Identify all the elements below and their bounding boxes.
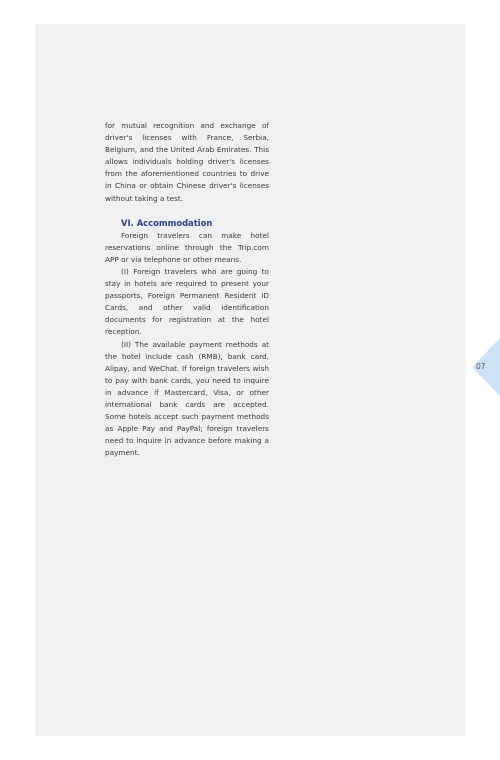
page-number: 07 xyxy=(476,362,486,371)
paragraph-reservations: Foreign travelers can make hotel reservations online through the Trip.com APP or via telephone or other means. xyxy=(105,230,269,264)
section-heading-accommodation: VI. Accommodation xyxy=(121,217,213,228)
document-page xyxy=(35,24,465,736)
paragraph-payment-methods: (II) The available payment methods at the hotel include cash (RMB), bank card, Alipay, and WeChat. If foreign travelers wish to pay with bank cards, you need to inquire in advance if Mastercard, Visa, or other international bank cards are accepted. Some hotels accept such payment methods as Apple Pay and PayPal; foreign travelers need to inquire in advance before making a payment. xyxy=(105,339,269,458)
paragraph-identification: (I) Foreign travelers who are going to stay in hotels are required to present your passports, Foreign Permanent Resident ID Cards, and other valid identification documents for registration at the hotel reception. xyxy=(105,266,269,337)
page-content xyxy=(105,120,269,459)
intro-paragraph: for mutual recognition and exchange of driver's licenses with France, Serbia, Belgium, and the United Arab Emirates. This allows individuals holding driver's licenses from the aforementioned countries to drive in China or obtain Chinese driver's licenses without taking a test. xyxy=(105,121,269,203)
